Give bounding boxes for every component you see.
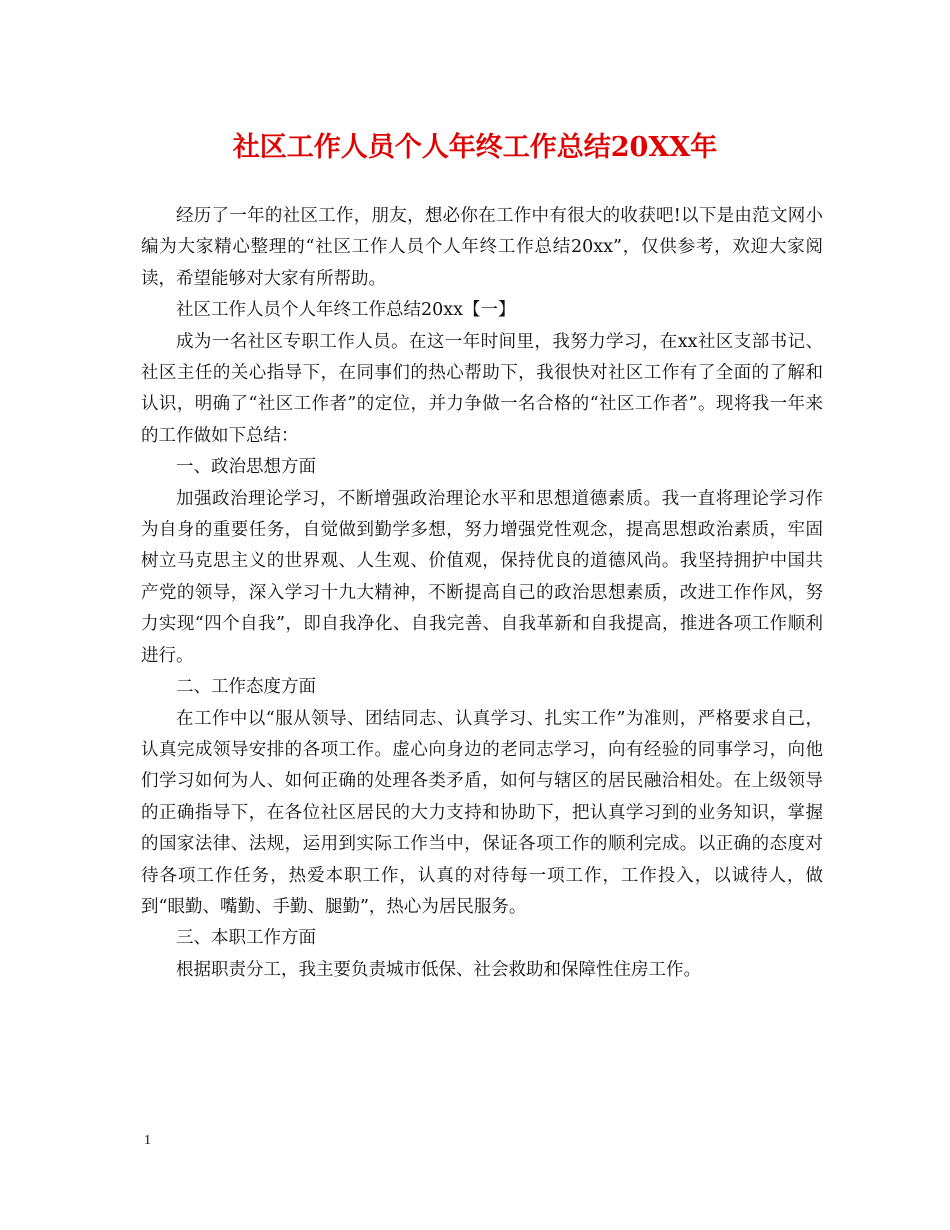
section-heading-duties: 三、本职工作方面 [176, 928, 316, 949]
document-title: 社区工作人员个人年终工作总结20XX年 [232, 132, 718, 163]
section-heading-attitude: 二、工作态度方面 [176, 677, 316, 698]
paragraph-duties: 根据职责分工，我主要负责城市低保、社会救助和保障性住房工作。 [176, 959, 701, 980]
section-heading-political: 一、政治思想方面 [176, 457, 316, 478]
paragraph-attitude: 在工作中以“服从领导、团结同志、认真学习、扎实工作”为准则，严格要求自己，认真完成领导安排的各项工作。虚心向身边的老同志学习，向有经验的同事学习，向他们学习如何为人、如何正确的处理各类矛盾，如何与辖区的居民融洽相处。在上级领导的正确指导下，在各位社区居民的大力支持和协助下，把认真学习到的业务知识，掌握的国家法律、法规，运用到实际工作当中，保证各项工作的顺利完成。以正确的态度对待各项工作任务，热爱本职工作，认真的对待每一项工作，工作投入，以诚待人，做到“眼勤、嘴勤、手勤、腿勤”，热心为居民服务。 [141, 708, 823, 917]
paragraph-overview: 成为一名社区专职工作人员。在这一年时间里，我努力学习，在xx社区支部书记、社区主任的关心指导下，在同事们的热心帮助下，我很快对社区工作有了全面的了解和认识，明确了“社区工作者”的定位，并力争做一名合格的“社区工作者”。现将我一年来的工作做如下总结： [141, 331, 823, 446]
paragraph-intro: 经历了一年的社区工作，朋友，想必你在工作中有很大的收获吧!以下是由范文网小编为大家精心整理的“社区工作人员个人年终工作总结20xx”，仅供参考，欢迎大家阅读，希望能够对大家有所帮助。 [141, 206, 823, 289]
page-number: 1 [144, 1133, 151, 1148]
document-body [141, 201, 823, 986]
section-heading-part-one: 社区工作人员个人年终工作总结20xx【一】 [176, 300, 516, 321]
paragraph-political: 加强政治理论学习，不断增强政治理论水平和思想道德素质。我一直将理论学习作为自身的重要任务，自觉做到勤学多想，努力增强党性观念，提高思想政治素质，牢固树立马克思主义的世界观、人生观、价值观，保持优良的道德风尚。我坚持拥护中国共产党的领导，深入学习十九大精神，不断提高自己的政治思想素质，改进工作作风，努力实现“四个自我”，即自我净化、自我完善、自我革新和自我提高，推进各项工作顺利进行。 [141, 488, 823, 666]
